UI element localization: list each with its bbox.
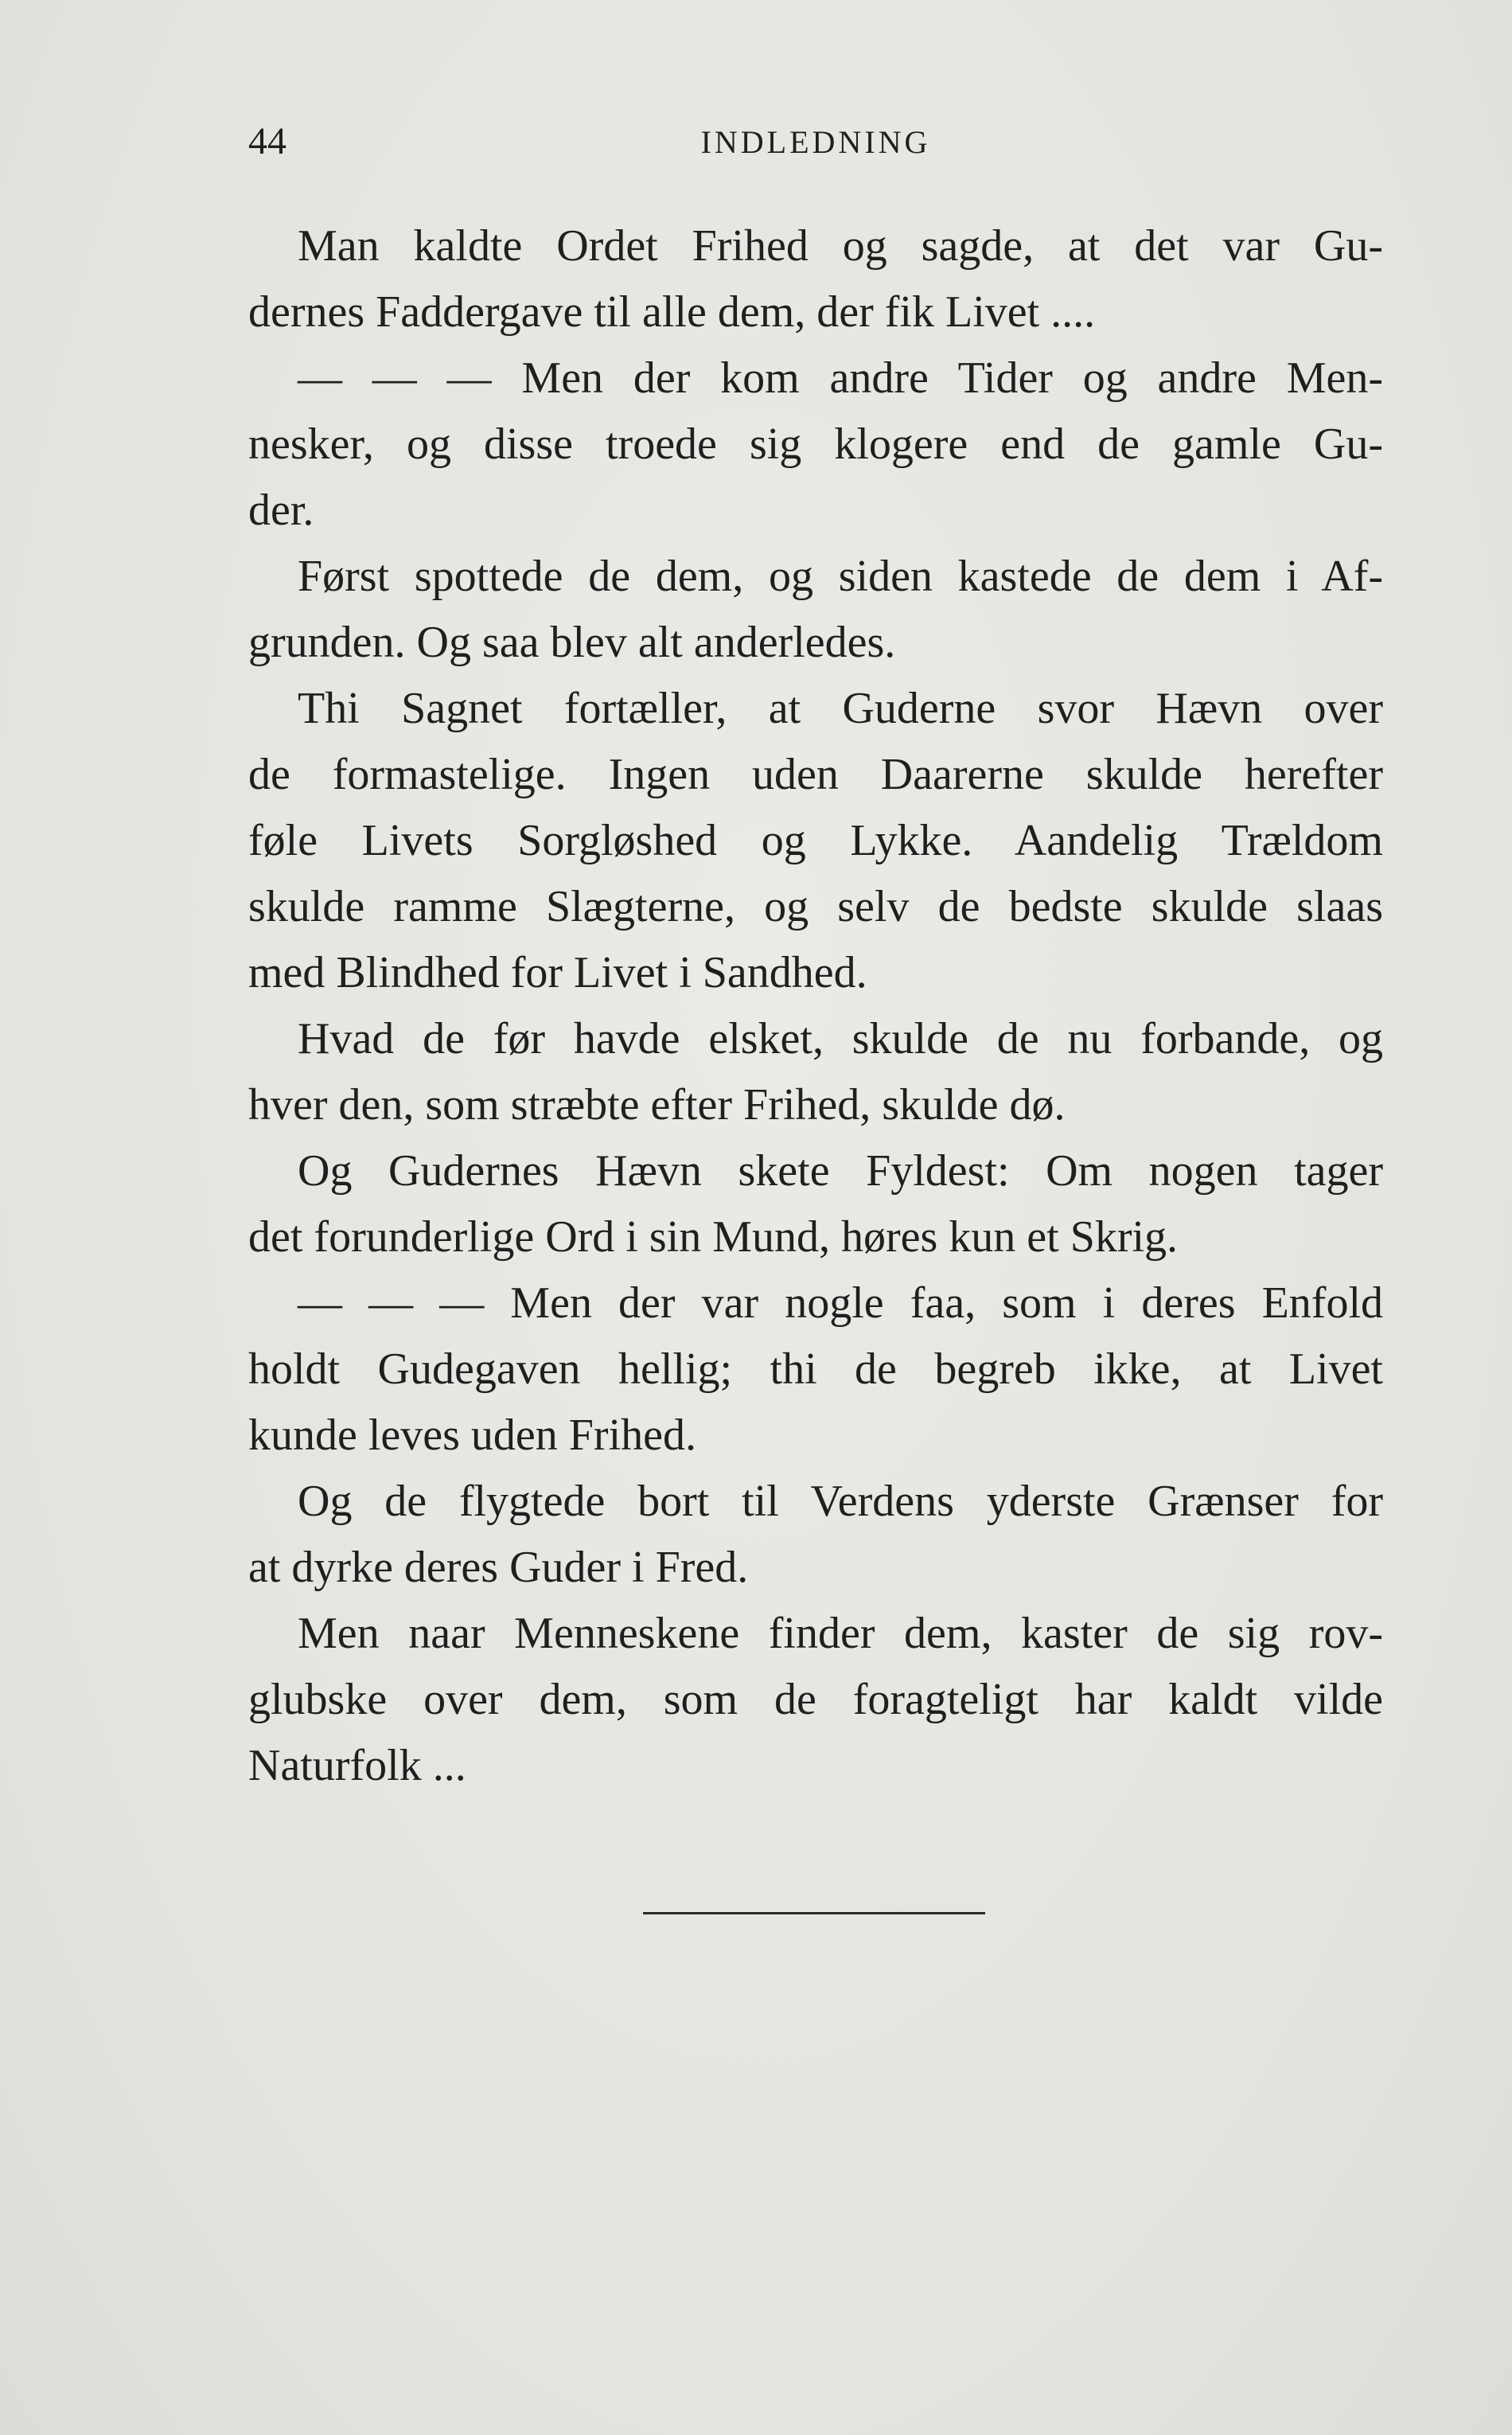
text-line: Naturfolk ... (248, 1741, 466, 1790)
text-line: — — — Men der kom andre Tider og andre Men- (298, 353, 1383, 403)
text-line: at dyrke deres Guder i Fred. (248, 1543, 749, 1592)
section-end-rule (643, 1912, 985, 1914)
paragraph (248, 345, 1383, 544)
text-line: Hvad de før havde elsket, skulde de nu forbande, og (298, 1014, 1383, 1063)
text-line: med Blindhed for Livet i Sandhed. (248, 948, 867, 997)
paragraph (248, 676, 1383, 1006)
body-text (248, 213, 1383, 1799)
text-line: Og de flygtede bort til Verdens yderste Grænser for (298, 1477, 1383, 1526)
text-line: dernes Faddergave til alle dem, der fik Livet .... (248, 287, 1096, 337)
text-line: der. (248, 486, 314, 535)
text-line: de formastelige. Ingen uden Daarerne skulde herefter (248, 750, 1383, 799)
text-line: kunde leves uden Frihed. (248, 1411, 696, 1460)
paragraph (248, 1006, 1383, 1138)
text-line: grunden. Og saa blev alt anderledes. (248, 618, 896, 667)
text-line: skulde ramme Slægterne, og selv de bedste skulde slaas (248, 882, 1383, 931)
text-line: Og Gudernes Hævn skete Fyldest: Om nogen tager (298, 1146, 1383, 1196)
text-line: føle Livets Sorgløshed og Lykke. Aandelig Trældom (248, 816, 1383, 865)
text-line: hver den, som stræbte efter Frihed, skulde dø. (248, 1080, 1066, 1130)
text-line: Først spottede de dem, og siden kastede de dem i Af- (298, 552, 1383, 601)
paragraph (248, 1469, 1383, 1601)
paragraph (248, 1138, 1383, 1270)
text-line: — — — Men der var nogle faa, som i deres Enfold (298, 1278, 1383, 1328)
page-number: 44 (248, 120, 286, 162)
text-line: holdt Gudegaven hellig; thi de begreb ikke, at Livet (248, 1344, 1383, 1394)
text-line: Thi Sagnet fortæller, at Guderne svor Hævn over (298, 684, 1383, 733)
text-line: Man kaldte Ordet Frihed og sagde, at det var Gu- (298, 221, 1383, 271)
running-head (248, 118, 1383, 166)
text-line: Men naar Menneskene finder dem, kaster de sig rov- (298, 1609, 1383, 1658)
paragraph (248, 213, 1383, 345)
text-line: nesker, og disse troede sig klogere end de gamle Gu- (248, 419, 1383, 469)
paragraph (248, 1270, 1383, 1469)
text-line: glubske over dem, som de foragteligt har kaldt vilde (248, 1675, 1383, 1724)
chapter-title: INDLEDNING (700, 124, 931, 160)
paragraph (248, 544, 1383, 676)
text-line: det forunderlige Ord i sin Mund, høres kun et Skrig. (248, 1212, 1179, 1262)
paragraph (248, 1601, 1383, 1799)
